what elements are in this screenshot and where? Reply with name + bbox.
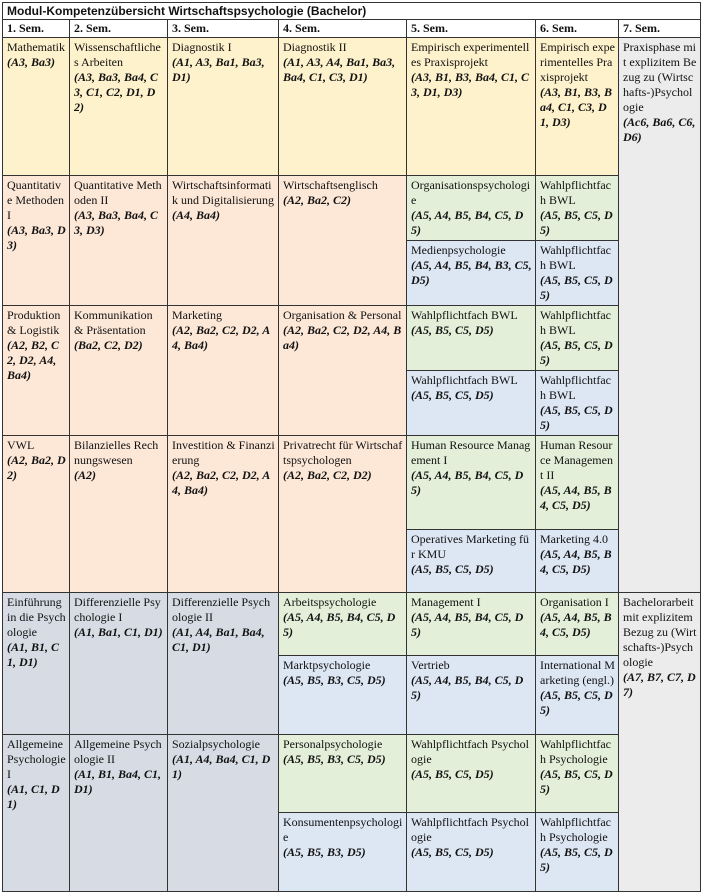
module-competences: (Ac6, Ba6, C6, D6) — [623, 115, 696, 144]
module-name: Wahlpflichtfach Psychologie — [540, 737, 611, 766]
module-competences: (A2, Ba2, C2) — [283, 193, 352, 207]
module-competences: (A5, B5, C5, D5) — [540, 338, 613, 367]
module-name: Marktpsychologie — [283, 658, 371, 672]
module-competences: (A1, B1, Ba4, C1, D1) — [74, 767, 162, 796]
module-name: Wahlpflichtfach Psychologie — [411, 737, 530, 766]
module-competences: (A2, Ba2, C2, D2, A4, Ba4) — [172, 468, 271, 497]
competence-table-wrapper — [2, 2, 701, 892]
module-competences: (A5, B5, C5, D5) — [411, 388, 494, 402]
module-cell — [407, 306, 536, 371]
module-name: Wahlpflichtfach Psychologie — [540, 815, 611, 844]
module-competences: (A5, A4, B5, B4, C5, D5) — [411, 610, 524, 639]
module-cell — [168, 735, 279, 892]
table-title: Modul-Kompetenzübersicht Wirtschaftspsychologie (Bachelor) — [3, 3, 701, 20]
module-cell — [279, 38, 407, 176]
module-cell — [536, 241, 619, 306]
module-competences: (Ba2, C2, D2) — [74, 338, 143, 352]
module-competences: (A5, B5, C5, D5) — [411, 767, 494, 781]
module-cell — [3, 38, 70, 176]
module-competences: (A5, A4, B5, B4, C5, D5) — [411, 208, 524, 237]
module-competences: (A5, A4, B5, B4, C5, D5) — [540, 547, 612, 576]
module-cell — [70, 436, 168, 593]
module-competences: (A5, B5, C5, D5) — [411, 845, 494, 859]
module-name: Mathematik — [7, 40, 65, 54]
module-name: Wahlpflichtfach Psychologie — [411, 815, 530, 844]
module-name: Empirisch experimentelles Praxisprojekt — [411, 40, 530, 69]
module-cell — [279, 593, 407, 656]
module-name: Medienpsychologie — [411, 243, 506, 257]
module-competences: (A2, B2, C2, D2, A4, Ba4) — [7, 338, 60, 382]
module-competences: (A5, B5, C5, D5) — [540, 845, 613, 874]
module-name: Differenzielle Psychologie II — [172, 595, 271, 624]
module-name: Wahlpflichtfach BWL — [411, 308, 518, 322]
module-name: Wirtschaftsinformatik und Digitalisierung — [172, 178, 274, 207]
module-cell — [70, 176, 168, 306]
module-cell — [279, 813, 407, 892]
module-competences: (A1, Ba1, C1, D1) — [74, 625, 163, 639]
module-cell — [279, 735, 407, 813]
module-cell — [70, 593, 168, 735]
module-competences: (A5, B5, C5, D5) — [540, 688, 613, 717]
module-name: Organisation I — [540, 595, 609, 609]
module-cell — [70, 306, 168, 436]
module-cell — [407, 735, 536, 813]
module-cell — [536, 735, 619, 813]
module-competences: (A1, A3, A4, Ba1, Ba3, Ba4, C1, C3, D1) — [283, 55, 396, 84]
module-name: Produktion & Logistik — [7, 308, 61, 337]
module-cell — [407, 656, 536, 735]
module-competences: (A3, Ba3, Ba4, C3, C1, C2, D1, D2) — [74, 70, 159, 114]
module-cell — [70, 735, 168, 892]
module-cell — [407, 436, 536, 530]
module-competences: (A5, A4, B5, B4, B3, C5, D5) — [411, 258, 532, 287]
module-competences: (A3, B1, B3, Ba4, C1, C3, D1, D3) — [540, 85, 613, 129]
module-cell — [536, 371, 619, 436]
module-competences: (A3, Ba3) — [7, 55, 55, 69]
module-name: International Marketing (engl.) — [540, 658, 615, 687]
module-name: Allgemeine Psychologie I — [7, 737, 66, 781]
module-name: Diagnostik I — [172, 40, 232, 54]
semester-header-2: 2. Sem. — [70, 20, 168, 38]
module-name: Einführung in die Psychologie — [7, 595, 66, 639]
module-name: Bilanzielles Rechnungswesen — [74, 438, 159, 467]
module-cell — [279, 176, 407, 306]
module-competences: (A5, A4, B5, B4, C5, D5) — [540, 483, 612, 512]
module-competences: (A3, B1, B3, Ba4, C1, C3, D1, D3) — [411, 70, 530, 99]
module-competences: (A1, A4, Ba4, C1, D1) — [172, 752, 271, 781]
module-competences: (A5, A4, B5, B4, C5, D5) — [540, 610, 612, 639]
semester-header-6: 6. Sem. — [536, 20, 619, 38]
module-cell — [70, 38, 168, 176]
module-name: Vertrieb — [411, 658, 450, 672]
module-name: Investition & Finanzierung — [172, 438, 275, 467]
module-name: Kommunikation & Präsentation — [74, 308, 153, 337]
module-competences: (A2, Ba2, C2, D2, A4, Ba4) — [283, 323, 402, 352]
module-name: Human Resource Management I — [411, 438, 531, 467]
module-name: Praxisphase mit explizitem Bezug zu (Wirtschafts-)Psychologie — [623, 40, 697, 114]
module-cell — [536, 306, 619, 371]
module-cell — [407, 176, 536, 241]
module-competences: (A5, B5, C5, D5) — [540, 273, 613, 302]
module-cell — [168, 436, 279, 593]
module-name: Wahlpflichtfach BWL — [540, 308, 611, 337]
module-cell — [168, 38, 279, 176]
module-cell — [407, 241, 536, 306]
praxisphase-cell — [619, 38, 701, 593]
module-competences: (A5, B5, C5, D5) — [540, 403, 613, 432]
module-competences: (A2, Ba2, C2, D2, A4, Ba4) — [172, 323, 271, 352]
module-cell — [536, 436, 619, 530]
module-cell — [536, 593, 619, 656]
module-competences: (A2, Ba2, C2, D2) — [283, 468, 372, 482]
module-cell — [536, 176, 619, 241]
module-competences: (A3, Ba3, D3) — [7, 223, 66, 252]
module-name: Diagnostik II — [283, 40, 347, 54]
module-name: Management I — [411, 595, 481, 609]
module-name: Empirisch experimentelles Praxisprojekt — [540, 40, 615, 84]
module-competences: (A5, B5, C5, D5) — [411, 323, 494, 337]
module-cell — [536, 38, 619, 176]
module-name: Bachelorarbeit mit explizitem Bezug zu (Wirtschafts-)Psychologie — [623, 595, 697, 669]
module-name: Wahlpflichtfach BWL — [540, 178, 611, 207]
module-cell — [3, 306, 70, 436]
module-name: VWL — [7, 438, 35, 452]
module-name: Human Resource Management II — [540, 438, 613, 482]
module-competences: (A5, B5, C5, D5) — [540, 208, 613, 237]
semester-header-4: 4. Sem. — [279, 20, 407, 38]
module-cell — [407, 38, 536, 176]
module-competences: (A5, A4, B5, B4, C5, D5) — [411, 468, 524, 497]
semester-header-7: 7. Sem. — [619, 20, 701, 38]
module-competences: (A7, B7, C7, D7) — [623, 670, 696, 699]
module-competences: (A5, B5, C5, D5) — [540, 767, 613, 796]
module-competences: (A5, B5, C5, D5) — [411, 562, 494, 576]
module-cell — [536, 813, 619, 892]
module-competences: (A2, Ba2, D2) — [7, 453, 66, 482]
module-name: Konsumentenpsychologie — [283, 815, 403, 844]
module-name: Marketing — [172, 308, 222, 322]
module-cell — [168, 176, 279, 306]
bachelorarbeit-cell — [619, 593, 701, 892]
module-name: Privatrecht für Wirtschaftspsychologen — [283, 438, 403, 467]
module-competences: (A5, B5, B3, C5, D5) — [283, 673, 386, 687]
module-name: Organisation & Personal — [283, 308, 402, 322]
module-cell — [407, 530, 536, 593]
module-competences: (A5, B5, B3, C5, D5) — [283, 752, 386, 766]
module-name: Sozialpsychologie — [172, 737, 260, 751]
module-name: Quantitative Methoden II — [74, 178, 162, 207]
module-competences: (A1, A4, Ba1, Ba4, C1, D1) — [172, 625, 265, 654]
module-competences: (A5, B5, B3, D5) — [283, 845, 366, 859]
module-competences: (A1, A3, Ba1, Ba3, D1) — [172, 55, 265, 84]
module-name: Organisationspsychologie — [411, 178, 531, 207]
module-cell — [168, 593, 279, 735]
module-competences: (A3, Ba3, Ba4, C3, D3) — [74, 208, 159, 237]
module-name: Allgemeine Psychologie II — [74, 737, 162, 766]
module-competences: (A5, A4, B5, B4, C5, D5) — [411, 673, 524, 702]
module-cell — [3, 436, 70, 593]
module-cell — [407, 371, 536, 436]
module-name: Differenzielle Psychologie I — [74, 595, 161, 624]
module-cell — [279, 656, 407, 735]
module-name: Arbeitspsychologie — [283, 595, 377, 609]
module-name: Quantitative Methoden I — [7, 178, 64, 222]
module-name: Marketing 4.0 — [540, 532, 608, 546]
module-name: Wissenschaftliches Arbeiten — [74, 40, 161, 69]
module-cell — [3, 176, 70, 306]
module-name: Wahlpflichtfach BWL — [540, 373, 611, 402]
module-cell — [3, 593, 70, 735]
module-cell — [407, 593, 536, 656]
module-competences: (A4, Ba4) — [172, 208, 220, 222]
module-cell — [279, 306, 407, 436]
module-cell — [536, 656, 619, 735]
module-name: Wahlpflichtfach BWL — [411, 373, 518, 387]
competence-table — [2, 2, 701, 892]
module-cell — [536, 530, 619, 593]
module-competences: (A2) — [74, 468, 96, 482]
semester-header-5: 5. Sem. — [407, 20, 536, 38]
module-cell — [407, 813, 536, 892]
module-competences: (A5, A4, B5, B4, C5, D5) — [283, 610, 396, 639]
semester-header-1: 1. Sem. — [3, 20, 70, 38]
module-name: Operatives Marketing für KMU — [411, 532, 529, 561]
module-name: Wahlpflichtfach BWL — [540, 243, 611, 272]
module-cell — [279, 436, 407, 593]
module-competences: (A1, B1, C1, D1) — [7, 640, 60, 669]
semester-header-3: 3. Sem. — [168, 20, 279, 38]
module-name: Wirtschaftsenglisch — [283, 178, 378, 192]
module-competences: (A1, C1, D1) — [7, 782, 60, 811]
module-name: Personalpsychologie — [283, 737, 383, 751]
module-cell — [3, 735, 70, 892]
module-cell — [168, 306, 279, 436]
